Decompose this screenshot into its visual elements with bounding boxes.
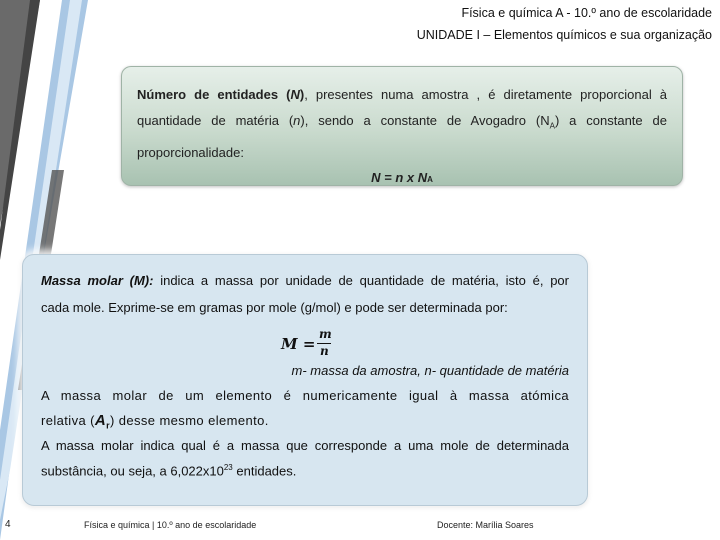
entities-definition-text <box>137 82 667 166</box>
molar-mass-box <box>22 254 588 506</box>
molar-mass-term: Massa molar (M): <box>41 273 154 288</box>
entities-line1: , presentes numa amostra , é diretamente proporcional à <box>304 87 668 102</box>
page-number: 4 <box>5 519 11 530</box>
molar-mass-line7: substância, ou seja, a $6,022x10^{23}$ entidades. <box>41 463 297 479</box>
molar-mass-line6: A massa molar indica qual é a massa que corresponde a uma mole de determinada <box>41 438 569 453</box>
header-course-title: Física e química A - 10.º ano de escolaridade <box>461 6 712 20</box>
footer-teacher: Docente: Marília Soares <box>437 520 534 530</box>
formula-denominator: n <box>320 344 329 358</box>
avogadro-formula: N = n x NA <box>371 169 433 185</box>
entities-line2c: ) a constante de <box>554 113 668 128</box>
footer-course: Física e química | 10.º ano de escolaridade <box>84 520 257 530</box>
molar-mass-line4: A massa molar de um elemento é numericamente igual à massa atómica <box>41 388 569 403</box>
entities-line2b: ), sendo a constante de Avogadro (N <box>300 113 550 128</box>
avogadro-subscript: A <box>549 121 555 131</box>
formula-lhs: M = <box>281 335 316 353</box>
formula-numerator: m <box>319 327 332 341</box>
molar-mass-line2: cada mole. Exprime-se em gramas por mole (g/mol) e pode ser determinada por: <box>41 300 508 315</box>
header-unit-title: UNIDADE I – Elementos químicos e sua organização <box>416 28 712 42</box>
entities-term: Número de entidades (N) <box>137 87 305 102</box>
molar-mass-line5: relativa $(A_r)$ desse mesmo elemento. <box>41 412 269 431</box>
formula-legend: m- massa da amostra, n- quantidade de matéria <box>291 363 569 378</box>
entities-n-symbol: n <box>293 113 301 128</box>
entities-line2a: quantidade de matéria ( <box>137 113 294 128</box>
entities-definition-box <box>121 66 683 186</box>
molar-mass-line1: Massa molar (M): indica a massa por unidade de quantidade de matéria, isto é, por <box>41 273 569 288</box>
entities-line3: proporcionalidade: <box>137 144 244 160</box>
